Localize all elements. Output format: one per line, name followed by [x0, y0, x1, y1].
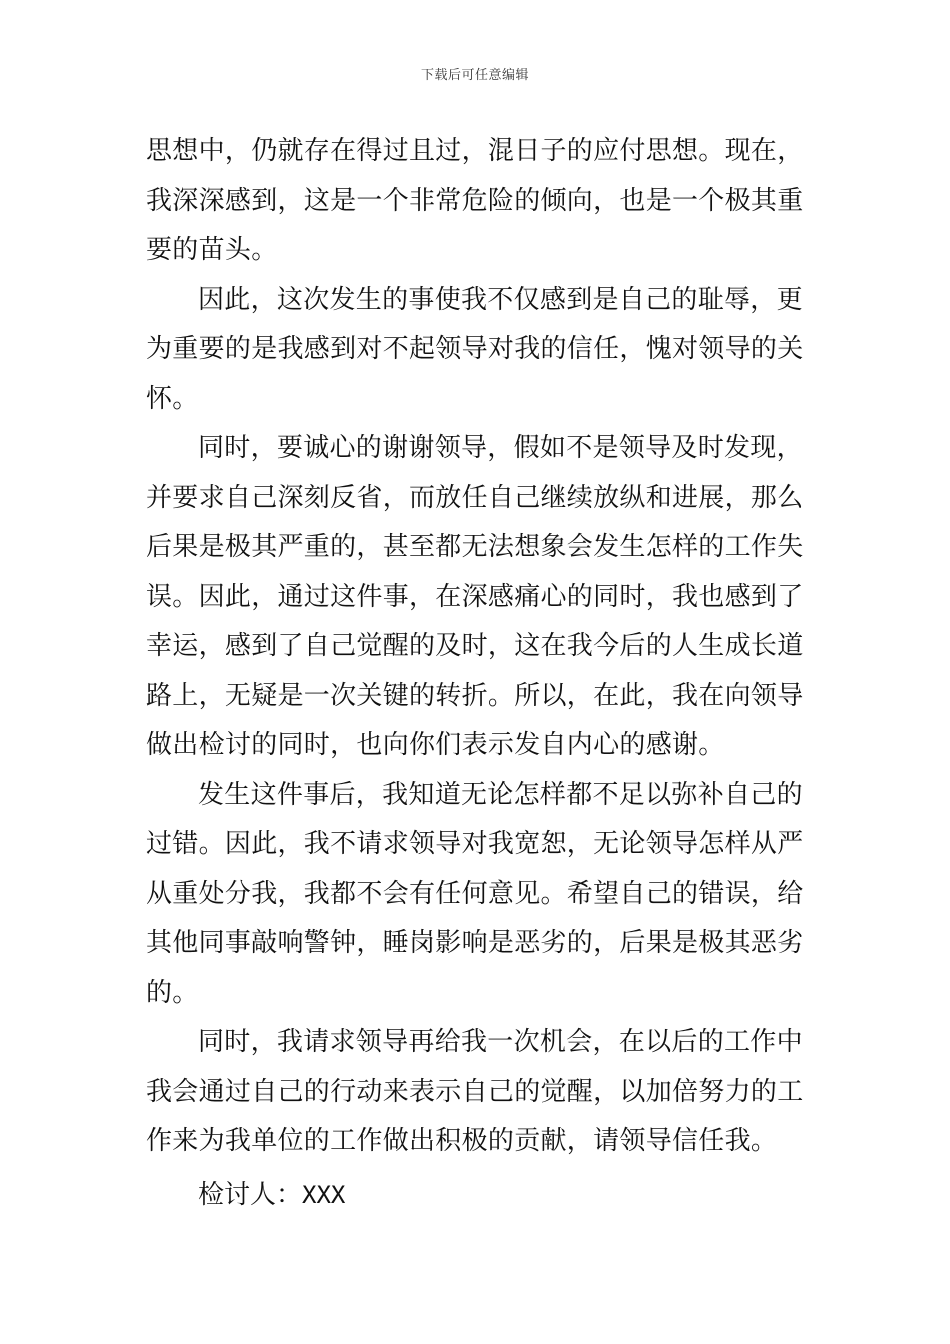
text-line: 要的苗头。	[146, 235, 278, 265]
text-line: 我会通过自己的行动来表示自己的觉醒，以加倍努力的工	[146, 1076, 804, 1107]
text-line: 怀。	[146, 383, 199, 414]
text-line: 路上，无疑是一次关键的转折。所以，在此，我在向领导	[146, 680, 804, 711]
text-line: 做出检讨的同时，也向你们表示发自内心的感谢。	[146, 730, 725, 760]
text-line: 因此，这次发生的事使我不仅感到是自己的耻辱，更	[198, 284, 803, 315]
page-header-note: 下载后可任意编辑	[420, 68, 529, 83]
text-line: 误。因此，通过这件事，在深感痛心的同时，我也感到了	[146, 581, 804, 612]
document-body	[146, 127, 806, 1167]
paragraph	[146, 771, 806, 1019]
paragraph	[146, 1018, 806, 1167]
text-line: 同时，要诚心的谢谢领导，假如不是领导及时发现，	[198, 433, 803, 463]
signature-name: XXX	[302, 1181, 346, 1209]
text-line: 的。	[146, 977, 199, 1008]
paragraph	[146, 127, 806, 276]
text-line: 我深深感到，这是一个非常危险的倾向，也是一个极其重	[146, 185, 804, 216]
text-line: 过错。因此，我不请求领导对我宽恕，无论领导怎样从严	[146, 829, 804, 859]
paragraph	[146, 276, 806, 425]
text-line: 思想中，仍就存在得过且过，混日子的应付思想。现在，	[146, 136, 804, 166]
text-line: 并要求自己深刻反省，而放任自己继续放纵和进展，那么	[146, 482, 804, 513]
signature-label: 检讨人：	[198, 1180, 303, 1210]
text-line: 从重处分我，我都不会有任何意见。希望自己的错误，给	[146, 878, 804, 909]
text-line: 幸运，感到了自己觉醒的及时，这在我今后的人生成长道	[146, 631, 804, 661]
paragraph	[146, 424, 806, 771]
text-line: 同时，我请求领导再给我一次机会，在以后的工作中	[198, 1027, 803, 1057]
text-line: 作来为我单位的工作做出积极的贡献，请领导信任我。	[146, 1126, 778, 1156]
text-line: 为重要的是我感到对不起领导对我的信任，愧对领导的关	[146, 334, 804, 364]
signature	[198, 1171, 345, 1221]
text-line: 其他同事敲响警钟，睡岗影响是恶劣的，后果是极其恶劣	[146, 928, 804, 958]
text-line: 后果是极其严重的，甚至都无法想象会发生怎样的工作失	[146, 532, 804, 562]
text-line: 发生这件事后，我知道无论怎样都不足以弥补自己的	[198, 779, 803, 810]
